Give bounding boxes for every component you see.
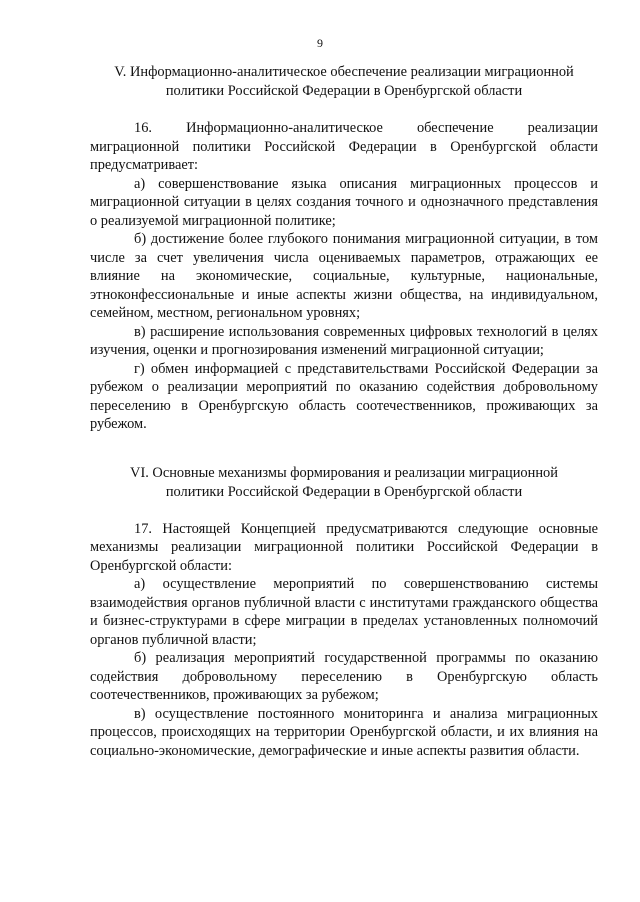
paragraph-17: 17. Настоящей Концепцией предусматриваются следующие основные механизмы реализации миграционной политики Российской Федерации в Оренбургской области:: [90, 520, 598, 574]
section-5-item-a: а) совершенствование языка описания миграционных процессов и миграционной ситуации в целях создания точного и однозначного представления о реализуемой миграционной политике;: [90, 175, 598, 229]
section-5-item-g: г) обмен информацией с представительствами Российской Федерации за рубежом о реализации мероприятий по оказанию содействия добровольному переселению в Оренбургскую область соотечественников, проживающих за рубежом.: [90, 360, 598, 432]
section-6-item-a: а) осуществление мероприятий по совершенствованию системы взаимодействия органов публичной власти с институтами гражданского общества и бизнес-структурами в сфере миграции в пределах установленных полномочий органов публичной власти;: [90, 576, 598, 648]
section-5-heading-line-2: политики Российской Федерации в Оренбургской области: [165, 83, 523, 99]
section-6-heading: [90, 464, 598, 502]
section-5-heading-line-1: V. Информационно-аналитическое обеспечение реализации миграционной: [114, 64, 574, 80]
section-6-heading-line-1: VI. Основные механизмы формирования и реализации миграционной: [130, 464, 558, 481]
section-5-item-v: в) расширение использования современных цифровых технологий в целях изучения, оценки и прогнозирования изменений миграционной ситуации;: [90, 323, 598, 358]
section-6-item-v: в) осуществление постоянного мониторинга и анализа миграционных процессов, происходящих на территории Оренбургской области, и их влияния на социально-экономические, демографические и иные аспекты развития области.: [90, 705, 598, 759]
section-6-heading-line-2: политики Российской Федерации в Оренбургской области: [165, 483, 523, 500]
page-number: 9: [317, 36, 323, 50]
section-5-item-b: б) достижение более глубокого понимания миграционной ситуации, в том числе за счет увеличения числа оцениваемых параметров, отражающих ее влияние на экономические, социальные, культурные, национальные, этноконфессиональные и иные аспекты жизни общества, на индивидуальном, семейном, местном, региональном уровнях;: [90, 231, 598, 321]
paragraph-16: 16. Информационно-аналитическое обеспечение реализации миграционной политики Российской Федерации в Оренбургской области предусматривает:: [90, 120, 598, 173]
section-6-item-b: б) реализация мероприятий государственной программы по оказанию содействия добровольному переселению в Оренбургскую область соотечественников, проживающих за рубежом;: [90, 650, 598, 703]
page-content: [90, 63, 598, 760]
section-5-heading: [90, 63, 598, 101]
